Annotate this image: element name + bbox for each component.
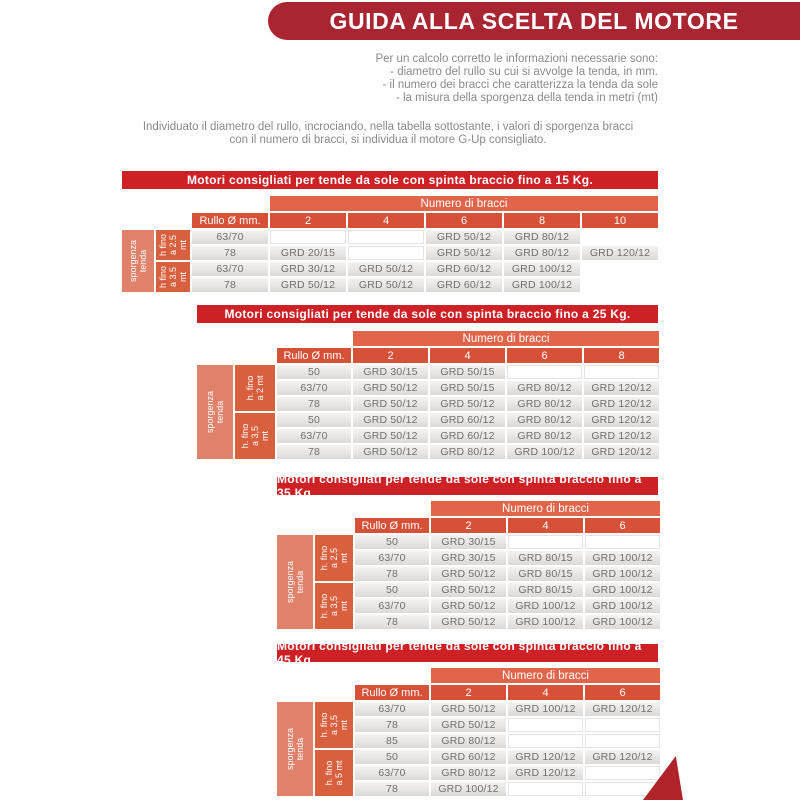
height-range-text: h. fino a 5 mt: [323, 760, 344, 786]
motor-cell: GRD 50/12: [430, 397, 505, 411]
arm-count-header: 4: [508, 685, 583, 700]
motor-cell: GRD 50/12: [426, 230, 502, 244]
motor-cell: GRD 100/12: [585, 583, 660, 597]
motor-cell: GRD 100/12: [585, 615, 660, 629]
empty-motor-cell: [348, 230, 424, 244]
height-range-label: [315, 702, 353, 748]
table-banner: Motori consigliati per tende da sole con spinta braccio fino a 25 Kg.: [197, 305, 658, 323]
motor-cell: GRD 120/12: [585, 750, 660, 764]
arm-count-header: 4: [508, 518, 583, 533]
numero-di-bracci-header: Numero di bracci: [431, 668, 660, 683]
height-range-label: [156, 262, 190, 292]
motor-cell: GRD 120/12: [585, 702, 660, 716]
rullo-value-cell: 63/70: [355, 599, 429, 613]
motor-cell: GRD 50/12: [348, 262, 424, 276]
sporgenza-tenda-text: sporgenza tenda: [127, 239, 148, 283]
rullo-value-cell: 78: [355, 718, 429, 732]
sporgenza-tenda-label: [277, 535, 313, 629]
arm-count-header: 8: [504, 213, 580, 228]
height-range-label: [315, 535, 353, 581]
height-range-label: [315, 583, 353, 629]
motor-cell: GRD 60/12: [430, 413, 505, 427]
motor-cell: GRD 50/15: [430, 365, 505, 379]
motor-cell: GRD 50/12: [353, 381, 428, 395]
motor-cell: GRD 50/12: [431, 615, 506, 629]
motor-cell: GRD 50/12: [431, 702, 506, 716]
motor-cell: GRD 50/12: [431, 567, 506, 581]
motor-cell: GRD 50/12: [353, 397, 428, 411]
height-range-text: h. fino a 3,5 mt: [318, 593, 350, 619]
motor-table: [277, 501, 660, 629]
motor-cell: GRD 80/12: [504, 246, 580, 260]
motor-cell: GRD 100/12: [507, 445, 582, 459]
table-banner: Motori consigliati per tende da sole con spinta braccio fino a 35 Kg.: [277, 477, 658, 495]
motor-cell: GRD 120/12: [508, 766, 583, 780]
rullo-value-cell: 63/70: [277, 381, 351, 395]
motor-cell: GRD 100/12: [585, 567, 660, 581]
arm-count-header: 6: [507, 348, 582, 363]
intro-line: - la misura della sporgenza della tenda in metri (mt): [395, 91, 658, 104]
motor-cell: GRD 60/12: [426, 262, 502, 276]
motor-cell: GRD 80/12: [431, 766, 506, 780]
instruction-line: Individuato il diametro del rullo, incrociando, nella tabella sottostante, i valori di sporgenza bracci: [142, 121, 634, 133]
blank-cell: [582, 230, 658, 244]
motor-cell: GRD 100/12: [508, 702, 583, 716]
motor-table: [122, 196, 658, 292]
motor-cell: GRD 80/15: [508, 583, 583, 597]
blank-cell: [582, 278, 658, 292]
empty-motor-cell: [585, 766, 660, 780]
motor-cell: GRD 80/12: [507, 429, 582, 443]
sporgenza-tenda-label: [197, 365, 233, 459]
height-range-label: [235, 413, 275, 459]
rullo-value-cell: 78: [355, 615, 429, 629]
sporgenza-tenda-text: sporgenza tenda: [284, 560, 305, 604]
motor-cell: GRD 50/12: [431, 583, 506, 597]
motor-cell: GRD 80/15: [508, 567, 583, 581]
rullo-value-cell: 78: [355, 567, 429, 581]
motor-cell: GRD 50/12: [353, 429, 428, 443]
empty-motor-cell: [508, 782, 583, 796]
arm-count-header: 6: [585, 685, 660, 700]
motor-cell: GRD 60/12: [430, 429, 505, 443]
motor-cell: GRD 50/12: [348, 278, 424, 292]
motor-cell: GRD 20/15: [270, 246, 346, 260]
empty-motor-cell: [584, 365, 659, 379]
motor-cell: GRD 120/12: [584, 445, 659, 459]
arm-count-header: 10: [582, 213, 658, 228]
rullo-value-cell: 50: [277, 365, 351, 379]
motor-cell: GRD 120/12: [584, 397, 659, 411]
rullo-value-cell: 63/70: [277, 429, 351, 443]
motor-cell: GRD 30/15: [431, 551, 506, 565]
motor-cell: GRD 80/12: [504, 230, 580, 244]
motor-cell: GRD 80/12: [507, 397, 582, 411]
motor-table: [197, 331, 659, 459]
rullo-value-cell: 63/70: [355, 702, 429, 716]
empty-motor-cell: [585, 535, 660, 549]
arm-count-header: 8: [584, 348, 659, 363]
motor-cell: GRD 50/12: [353, 413, 428, 427]
rullo-value-cell: 50: [355, 535, 429, 549]
motor-cell: GRD 80/12: [507, 381, 582, 395]
rullo-value-cell: 63/70: [192, 230, 268, 244]
rullo-value-cell: 50: [277, 413, 351, 427]
rullo-header: Rullo Ø mm.: [192, 213, 268, 228]
height-range-text: h. fino a 2,5 mt: [318, 545, 350, 571]
motor-table: [277, 668, 660, 796]
arm-count-header: 2: [431, 518, 506, 533]
rullo-value-cell: 63/70: [192, 262, 268, 276]
intro-text: [238, 53, 658, 105]
motor-cell: GRD 50/12: [270, 278, 346, 292]
numero-di-bracci-header: Numero di bracci: [431, 501, 660, 516]
sporgenza-tenda-text: sporgenza tenda: [284, 727, 305, 771]
numero-di-bracci-header: Numero di bracci: [353, 331, 659, 346]
arm-count-header: 6: [426, 213, 502, 228]
motor-cell: GRD 60/12: [426, 278, 502, 292]
motor-cell: GRD 80/12: [430, 445, 505, 459]
motor-cell: GRD 60/12: [431, 750, 506, 764]
rullo-value-cell: 63/70: [355, 766, 429, 780]
sporgenza-tenda-label: [122, 230, 154, 292]
empty-motor-cell: [508, 734, 583, 748]
motor-cell: GRD 50/15: [430, 381, 505, 395]
height-range-text: h. fino a 2 mt: [244, 375, 265, 401]
motor-cell: GRD 100/12: [504, 262, 580, 276]
motor-cell: GRD 50/12: [353, 445, 428, 459]
height-range-label: [315, 750, 353, 796]
rullo-value-cell: 78: [277, 445, 351, 459]
rullo-header: Rullo Ø mm.: [355, 518, 429, 533]
sporgenza-tenda-label: [277, 702, 313, 796]
table-banner: Motori consigliati per tende da sole con spinta braccio fino a 15 Kg.: [122, 171, 658, 189]
motor-cell: GRD 30/12: [270, 262, 346, 276]
empty-motor-cell: [585, 734, 660, 748]
motor-cell: GRD 50/12: [431, 718, 506, 732]
height-range-label: [235, 365, 275, 411]
empty-motor-cell: [348, 246, 424, 260]
rullo-value-cell: 78: [355, 782, 429, 796]
motor-cell: GRD 80/12: [507, 413, 582, 427]
arm-count-header: 2: [353, 348, 428, 363]
empty-motor-cell: [507, 365, 582, 379]
arm-count-header: 4: [348, 213, 424, 228]
numero-di-bracci-header: Numero di bracci: [270, 196, 658, 211]
height-range-text: h. fino a 3,5 mt: [239, 423, 271, 449]
blank-cell: [582, 262, 658, 276]
table-banner: Motori consigliati per tende da sole con spinta braccio fino a 45 Kg.: [277, 644, 658, 662]
motor-cell: GRD 100/12: [585, 551, 660, 565]
rullo-value-cell: 78: [277, 397, 351, 411]
height-range-text: h fino a 2.5 mt: [157, 233, 189, 257]
intro-line: Per un calcolo corretto le informazioni necessarie sono:: [375, 53, 658, 65]
rullo-header: Rullo Ø mm.: [355, 685, 429, 700]
rullo-value-cell: 50: [355, 750, 429, 764]
motor-cell: GRD 30/15: [431, 535, 506, 549]
motor-cell: GRD 80/12: [431, 734, 506, 748]
motor-cell: GRD 100/12: [508, 599, 583, 613]
motor-cell: GRD 120/12: [584, 429, 659, 443]
empty-motor-cell: [270, 230, 346, 244]
motor-cell: GRD 50/12: [431, 599, 506, 613]
empty-motor-cell: [585, 718, 660, 732]
intro-line: - diametro del rullo su cui si avvolge la tenda, in mm.: [390, 65, 658, 78]
motor-cell: GRD 100/12: [508, 615, 583, 629]
arm-count-header: 2: [270, 213, 346, 228]
title-banner: [268, 2, 800, 40]
motor-cell: GRD 120/12: [508, 750, 583, 764]
motor-cell: GRD 120/12: [582, 246, 658, 260]
height-range-text: h. fino a 3,5 mt: [318, 712, 350, 738]
empty-motor-cell: [508, 718, 583, 732]
intro-line: - il numero dei bracci che caratterizza la tenda da sole: [382, 78, 658, 91]
arm-count-header: 4: [430, 348, 505, 363]
motor-cell: GRD 100/12: [504, 278, 580, 292]
rullo-value-cell: 50: [355, 583, 429, 597]
arm-count-header: 6: [585, 518, 660, 533]
motor-cell: GRD 120/12: [584, 381, 659, 395]
height-range-text: h fino a 3.5 mt: [157, 265, 189, 289]
motor-cell: GRD 100/12: [585, 599, 660, 613]
height-range-label: [156, 230, 190, 260]
rullo-value-cell: 85: [355, 734, 429, 748]
empty-motor-cell: [508, 535, 583, 549]
motor-cell: GRD 100/12: [431, 782, 506, 796]
motor-cell: GRD 50/12: [426, 246, 502, 260]
rullo-value-cell: 78: [192, 246, 268, 260]
motor-cell: GRD 80/15: [508, 551, 583, 565]
motor-cell: GRD 30/15: [353, 365, 428, 379]
rullo-value-cell: 78: [192, 278, 268, 292]
motor-cell: GRD 120/12: [584, 413, 659, 427]
rullo-header: Rullo Ø mm.: [277, 348, 351, 363]
arm-count-header: 2: [431, 685, 506, 700]
rullo-value-cell: 63/70: [355, 551, 429, 565]
instruction-text: [110, 121, 666, 147]
instruction-line: con il numero di bracci, si individua il motore G-Up consigliato.: [229, 134, 547, 146]
page-title: GUIDA ALLA SCELTA DEL MOTORE: [329, 7, 739, 34]
sporgenza-tenda-text: sporgenza tenda: [204, 390, 225, 434]
